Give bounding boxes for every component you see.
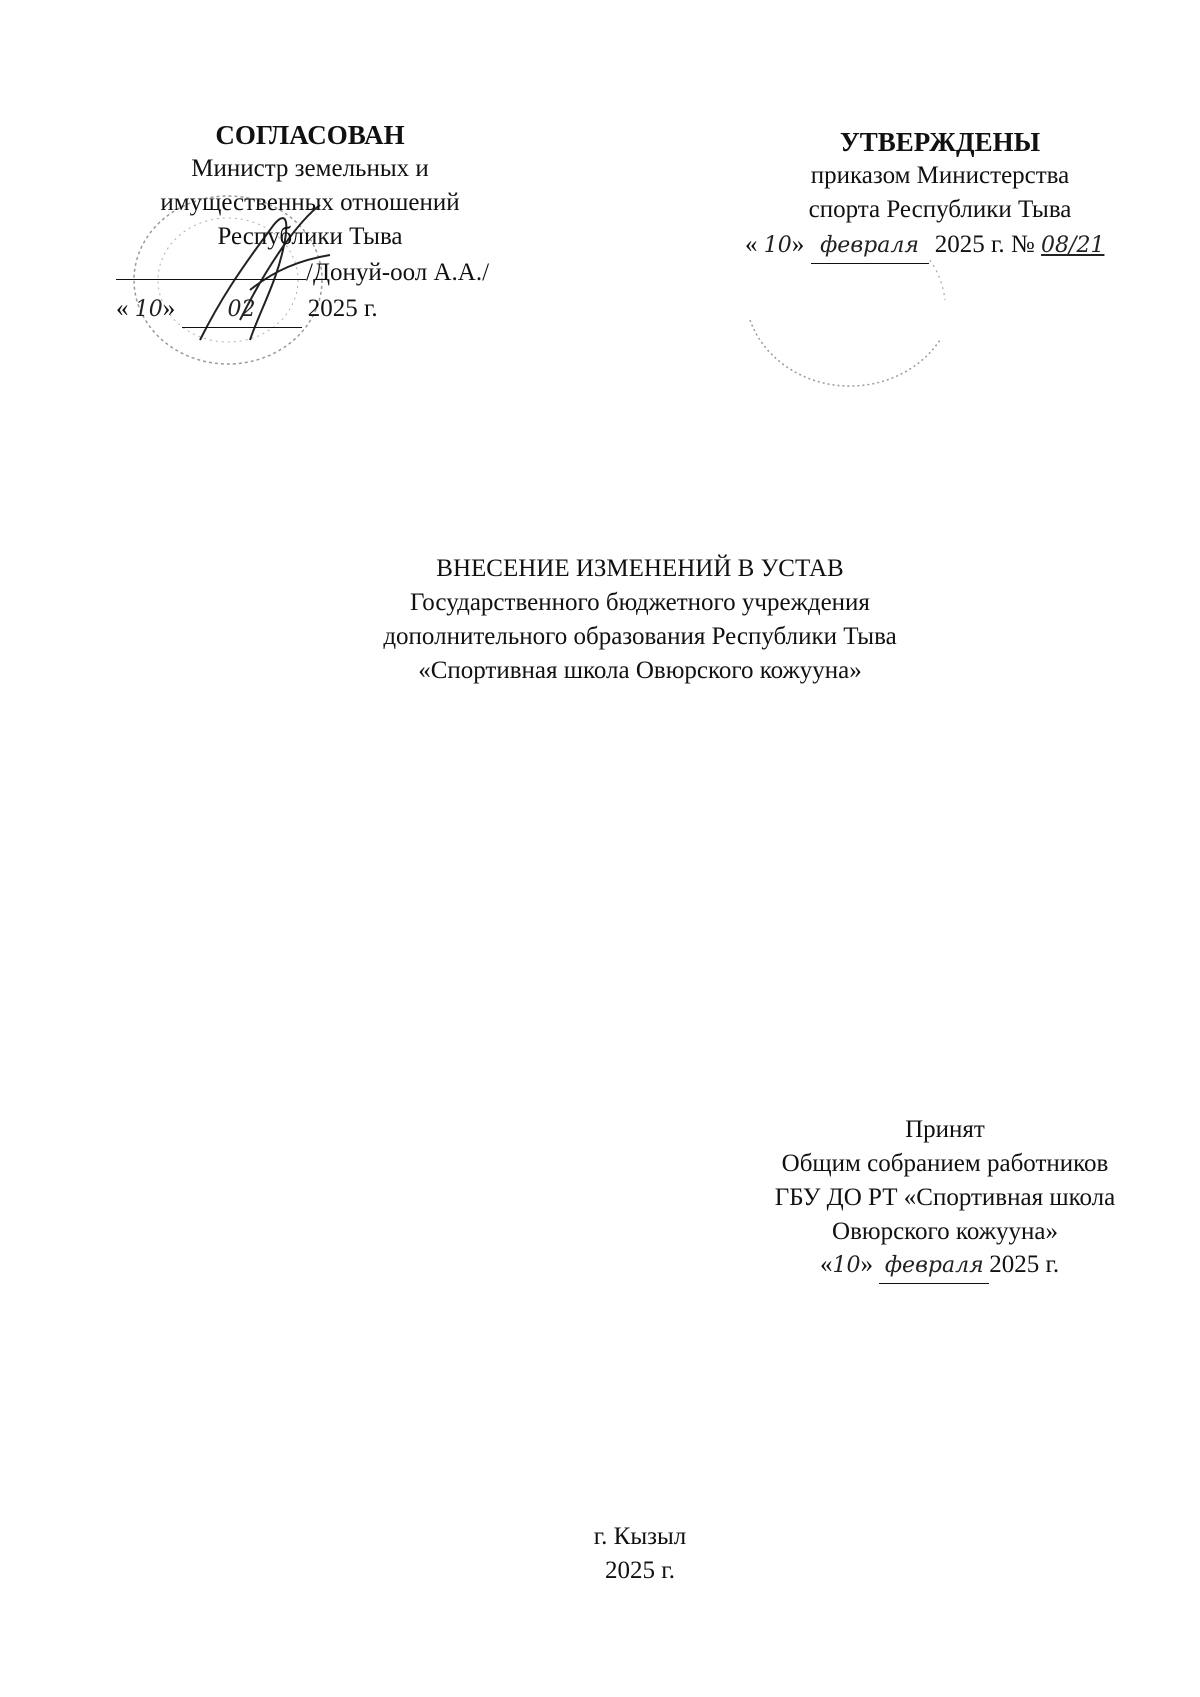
date-close-quote: » — [791, 231, 805, 258]
approval-left-signer: /Донуй-оол А.А./ — [306, 259, 490, 286]
approval-left-line2: имущественных отношений — [160, 189, 460, 216]
adopted-date-year: 2025 г. — [989, 1251, 1060, 1278]
signature-blank-line — [116, 279, 306, 280]
footer-year: 2025 г. — [605, 1557, 675, 1584]
adopted-date-row — [820, 1248, 1150, 1284]
approval-left-date-year: 2025 г. — [307, 295, 378, 322]
approval-right-date-day: 10 — [763, 233, 792, 258]
date-close-quote: » — [860, 1251, 873, 1278]
approval-right-date-year: 2025 г. № — [934, 231, 1035, 258]
adopted-line4: Овюрского кожууна» — [832, 1218, 1058, 1245]
approval-left-date-month: 02 — [182, 293, 302, 328]
document-title-block — [300, 552, 980, 688]
adopted-heading: Принят — [905, 1116, 985, 1143]
approval-left-date-day: 10 — [134, 297, 163, 322]
adopted-block — [740, 1113, 1150, 1249]
adopted-date-month: февраля — [879, 1249, 989, 1284]
approval-left-line1: Министр земельных и — [191, 155, 429, 182]
approval-right-heading: УТВЕРЖДЕНЫ — [839, 127, 1041, 157]
approval-right-block — [740, 125, 1140, 227]
approval-left-date-row — [116, 292, 536, 328]
adopted-line3: ГБУ ДО РТ «Спортивная школа — [774, 1184, 1116, 1211]
date-open-quote: « — [116, 295, 129, 322]
adopted-line2: Общим собранием работников — [781, 1150, 1109, 1177]
approval-right-order-number: 08/21 — [1041, 233, 1105, 258]
date-close-quote: » — [162, 295, 176, 322]
date-open-quote: « — [745, 231, 758, 258]
footer-city: г. Кызыл — [593, 1523, 687, 1550]
approval-right-date-month: февраля — [811, 229, 929, 264]
approval-left-signature-row — [116, 256, 536, 290]
approval-left-block — [110, 118, 510, 254]
document-subtitle-line3: «Спортивная школа Овюрского кожууна» — [418, 657, 862, 684]
approval-left-line3: Республики Тыва — [217, 223, 403, 250]
footer-block — [500, 1520, 780, 1588]
document-title: ВНЕСЕНИЕ ИЗМЕНЕНИЙ В УСТАВ — [436, 555, 844, 582]
approval-right-line1: приказом Министерства — [810, 162, 1070, 189]
approval-left-heading: СОГЛАСОВАН — [215, 120, 405, 150]
document-subtitle-line1: Государственного бюджетного учреждения — [410, 589, 870, 616]
date-open-quote: « — [820, 1251, 833, 1278]
adopted-date-day: 10 — [832, 1253, 861, 1278]
document-subtitle-line2: дополнительного образования Республики Тыва — [383, 623, 897, 650]
approval-right-date-row — [745, 228, 1185, 264]
approval-right-line2: спорта Республики Тыва — [808, 196, 1072, 223]
